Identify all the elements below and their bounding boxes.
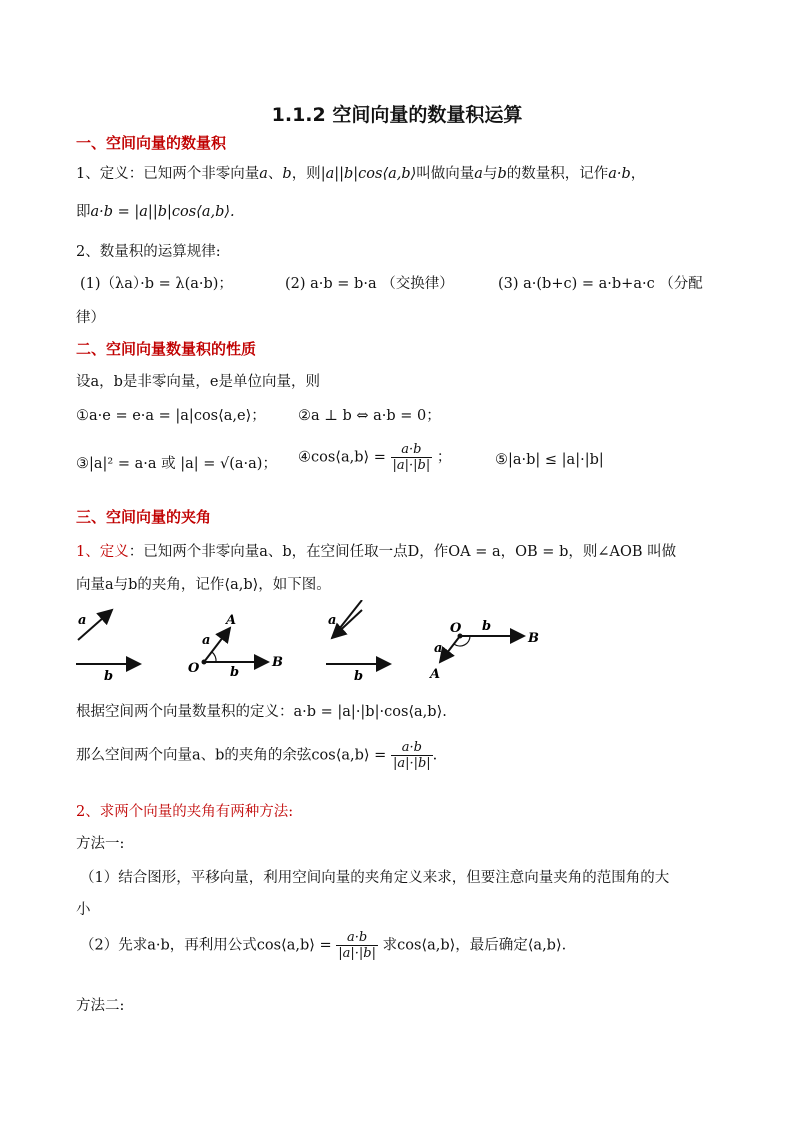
method-1-point-1-continued: 小 (76, 902, 91, 918)
def-text-b: 、 (267, 166, 283, 182)
fig2-angle-arc (212, 652, 216, 662)
properties-intro: 设a，b是非零向量，e是单位向量，则 (76, 374, 321, 390)
fig3-label-a: a (328, 613, 337, 628)
method-1-point-2-tail: 求cos⟨a,b⟩，最后确定⟨a,b⟩. (382, 937, 567, 954)
rule-3: (3) a·(b+c) = a·b+a·c （分配 (498, 276, 703, 292)
property-2: ②a ⊥ b ⇔ a·b = 0； (298, 408, 441, 424)
fig2-label-A: A (226, 613, 237, 628)
section-2-heading: 二、空间向量数量积的性质 (76, 340, 257, 358)
fig2-label-a: a (202, 633, 211, 648)
vec-b: b (282, 166, 292, 182)
fraction-numerator: a·b (391, 740, 433, 756)
rule-1: (1)（λa）·b = λ(a·b)； (80, 276, 233, 292)
fig1-label-b: b (104, 669, 114, 684)
def-text-e: 与 (482, 166, 498, 182)
fig4-label-b: b (482, 619, 492, 634)
fig3-vector-a (332, 600, 362, 638)
fig4-label-a: a (434, 641, 443, 656)
fig4-label-B: B (528, 631, 539, 646)
definition-line-2: 即a·b = |a||b|cos⟨a,b⟩. (76, 204, 235, 220)
rules-title: 2、数量积的运算规律: (76, 244, 221, 260)
definition-line-1: 1、定义：已知两个非零向量a、b，则|a||b|cos⟨a,b⟩叫做向量a与b的数量积，记作a·b， (76, 166, 646, 182)
fraction-numerator: a·b (336, 930, 378, 946)
property-4-fraction (391, 442, 433, 473)
property-3: ③|a|² = a·a 或 |a| = √(a·a)； (76, 456, 277, 472)
method-1-fraction (336, 930, 378, 961)
angle-def-text: ：已知两个非零向量a、b，在空间任取一点D，作OA = a，OB = b，则∠AOB 叫做 (128, 544, 677, 560)
method-1-title: 方法一: (76, 836, 125, 852)
def-text-f: 的数量积，记作 (506, 166, 609, 182)
section-1-heading: 一、空间向量的数量积 (76, 134, 227, 152)
cosine-line-lead: 那么空间两个向量a、b的夹角的余弦cos⟨a,b⟩ = (76, 747, 387, 764)
def-text-c: ，则 (291, 166, 321, 182)
fig2-label-O: O (188, 661, 200, 676)
fig4-vector-a (440, 636, 460, 662)
rule-3-continued: 律） (76, 310, 105, 326)
methods-title: 2、求两个向量的夹角有两种方法: (76, 804, 294, 820)
vector-angle-figure (70, 600, 550, 684)
def-formula: |a||b|cos⟨a,b⟩ (320, 166, 417, 182)
cosine-line: 那么空间两个向量a、b的夹角的余弦cos⟨a,b⟩ = $\frac{a\cdot b}{|a|\cdot|b|}$ . (76, 740, 438, 771)
fraction-numerator: a·b (391, 442, 433, 458)
property-5: ⑤|a·b| ≤ |a|·|b| (495, 452, 604, 468)
fig4-label-A: A (430, 667, 441, 682)
def-text-a: 1、定义：已知两个非零向量 (76, 166, 260, 182)
angle-definition-line-1 (76, 540, 676, 561)
fraction-denominator: |a|·|b| (338, 946, 377, 961)
page-title: 1.1.2 空间向量的数量积运算 (271, 104, 523, 126)
method-1-point-2 (80, 930, 566, 961)
section-3-heading: 三、空间向量的夹角 (76, 508, 212, 526)
def-text-d: 叫做向量 (416, 166, 475, 182)
property-4-lead: ④cos⟨a,b⟩ = (298, 449, 386, 466)
fraction-denominator: |a|·|b| (392, 458, 431, 473)
fig2-label-b: b (230, 665, 240, 680)
vec-a: a (259, 166, 268, 182)
def-text-g: ， (630, 166, 646, 182)
fraction-denominator: |a|·|b| (392, 756, 431, 771)
property-4: ④cos⟨a,b⟩ = $\frac{a\cdot b}{|a|\cdot|b|}$ ； (298, 442, 452, 473)
angle-definition-line-2: 向量a与b的夹角，记作⟨a,b⟩，如下图。 (76, 577, 331, 593)
fig2-label-B: B (272, 655, 283, 670)
basis-line: 根据空间两个向量数量积的定义：a·b = |a|·|b|·cos⟨a,b⟩. (76, 704, 447, 720)
fig3-label-b: b (354, 669, 364, 684)
rule-2: (2) a·b = b·a （交换律） (285, 276, 454, 292)
method-1-point-1: （1）结合图形，平移向量，利用空间向量的夹角定义来求，但要注意向量夹角的范围角的大 (80, 870, 670, 886)
definition-label: 1、定义 (76, 544, 129, 560)
fig4-label-O: O (450, 621, 462, 636)
cosine-fraction (391, 740, 433, 771)
def2-text: 即 (76, 204, 91, 220)
fig1-label-a: a (78, 613, 87, 628)
property-1: ①a·e = e·a = |a|cos⟨a,e⟩； (76, 408, 266, 424)
method-2-title: 方法二: (76, 998, 125, 1014)
method-1-point-2-lead: （2）先求a·b，再利用公式cos⟨a,b⟩ = (80, 937, 332, 954)
